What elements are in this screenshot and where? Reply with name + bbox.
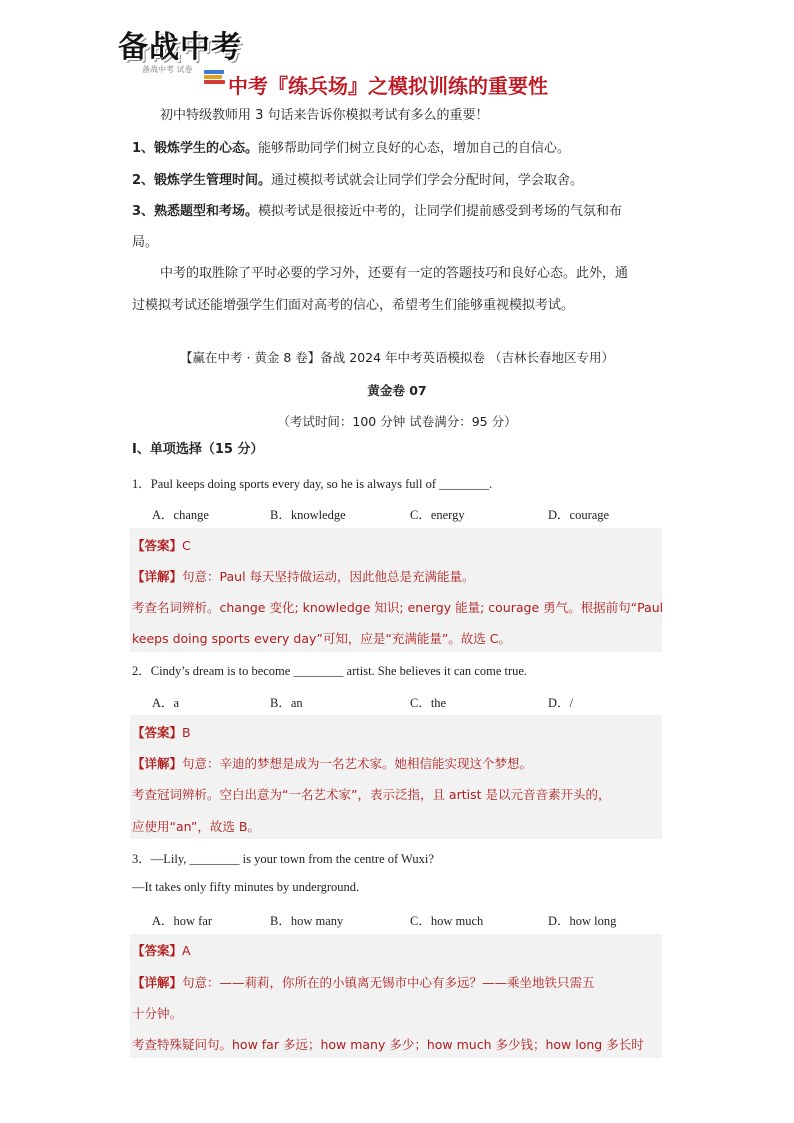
section-heading: I、单项选择（15 分） bbox=[132, 442, 264, 457]
answer-tag: 【答案】 bbox=[132, 943, 183, 958]
question-stem: 1．Paul keeps doing sports every day, so he is always full of ________. bbox=[132, 477, 493, 491]
answer-tag: 【答案】 bbox=[132, 538, 183, 553]
answer-line bbox=[132, 941, 191, 959]
answer-tag: 【答案】 bbox=[132, 725, 183, 740]
exam-info: （考试时间：100 分钟 试卷满分：95 分） bbox=[277, 414, 517, 429]
logo-subtext: 备战中考 试卷 bbox=[142, 65, 193, 74]
intro-point-3 bbox=[132, 204, 662, 220]
detail-line bbox=[132, 754, 532, 772]
option-d: D．courage bbox=[548, 508, 610, 522]
detail-line: 考查名词辨析。change 变化; knowledge 知识; energy 能量; courage 勇气。根据前句“Paul bbox=[132, 600, 664, 615]
books-icon bbox=[204, 70, 226, 88]
answer-value: A bbox=[182, 943, 191, 958]
logo-brand: 备战中考 bbox=[118, 30, 242, 65]
exam-subtitle: 黄金卷 07 bbox=[367, 383, 427, 398]
detail-text: 句意：Paul 每天坚持做运动，因此他总是充满能量。 bbox=[182, 569, 475, 584]
detail-line bbox=[132, 973, 595, 991]
answer-line bbox=[132, 536, 191, 554]
detail-line: 考查冠词辨析。空白出意为“一名艺术家”，表示泛指，且 artist 是以元音音素开头的， bbox=[132, 787, 611, 802]
point-text: 模拟考试是很接近中考的，让同学们提前感受到考场的气氛和布 bbox=[258, 204, 623, 219]
option-b: B．an bbox=[270, 696, 303, 710]
intro-point-1 bbox=[132, 141, 662, 157]
intro-paragraph: 初中特级教师用 3 句话来告诉你模拟考试有多么的重要！ bbox=[160, 108, 489, 123]
intro-point-2 bbox=[132, 173, 662, 189]
detail-line: 应使用“an”，故选 B。 bbox=[132, 819, 260, 834]
option-a: A．how far bbox=[152, 914, 213, 928]
detail-tag: 【详解】 bbox=[132, 569, 183, 584]
detail-line: keeps doing sports every day”可知，应是“充满能量”。故选 C。 bbox=[132, 631, 512, 646]
intro-conclusion-line-1: 中考的取胜除了平时必要的学习外，还要有一定的答题技巧和良好心态。此外，通 bbox=[160, 266, 629, 281]
detail-text: 句意：辛迪的梦想是成为一名艺术家。她相信能实现这个梦想。 bbox=[182, 756, 533, 771]
answer-line bbox=[132, 723, 191, 741]
detail-line: 十分钟。 bbox=[132, 1006, 183, 1021]
option-a: A．change bbox=[152, 508, 209, 522]
intro-point-3-cont: 局。 bbox=[132, 235, 159, 250]
option-a: A．a bbox=[152, 696, 180, 710]
question-stem: 3．—Lily, ________ is your town from the centre of Wuxi? bbox=[132, 852, 434, 866]
question-stem-reply: —It takes only fifty minutes by underground. bbox=[132, 880, 360, 894]
option-b: B．how many bbox=[270, 914, 344, 928]
point-text: 能够帮助同学们树立良好的心态，增加自己的自信心。 bbox=[258, 141, 571, 156]
detail-text: 句意：——莉莉，你所在的小镇离无锡市中心有多远？——乘坐地铁只需五 bbox=[182, 975, 595, 990]
point-title: 1、锻炼学生的心态。 bbox=[132, 141, 259, 156]
point-title: 3、熟悉题型和考场。 bbox=[132, 204, 259, 219]
answer-value: B bbox=[182, 725, 191, 740]
detail-tag: 【详解】 bbox=[132, 756, 183, 771]
detail-tag: 【详解】 bbox=[132, 975, 183, 990]
exam-title: 【赢在中考 · 黄金 8 卷】备战 2024 年中考英语模拟卷 （吉林长春地区专用） bbox=[179, 350, 615, 365]
option-d: D．/ bbox=[548, 696, 574, 710]
detail-line bbox=[132, 567, 475, 585]
question-stem: 2．Cindy’s dream is to become ________ artist. She believes it can come true. bbox=[132, 664, 528, 678]
option-d: D．how long bbox=[548, 914, 617, 928]
option-c: C．the bbox=[410, 696, 447, 710]
option-b: B．knowledge bbox=[270, 508, 346, 522]
intro-conclusion-line-2: 过模拟考试还能增强学生们面对高考的信心，希望考生们能够重视模拟考试。 bbox=[132, 298, 575, 313]
answer-value: C bbox=[182, 538, 191, 553]
option-c: C．energy bbox=[410, 508, 465, 522]
page-headline: 中考『练兵场』之模拟训练的重要性 bbox=[228, 74, 548, 98]
point-text: 通过模拟考试就会让同学们学会分配时间，学会取舍。 bbox=[271, 173, 584, 188]
detail-line: 考查特殊疑问句。how far 多远；how many 多少；how much 多少钱；how long 多长时 bbox=[132, 1037, 644, 1052]
point-title: 2、锻炼学生管理时间。 bbox=[132, 173, 272, 188]
option-c: C．how much bbox=[410, 914, 484, 928]
